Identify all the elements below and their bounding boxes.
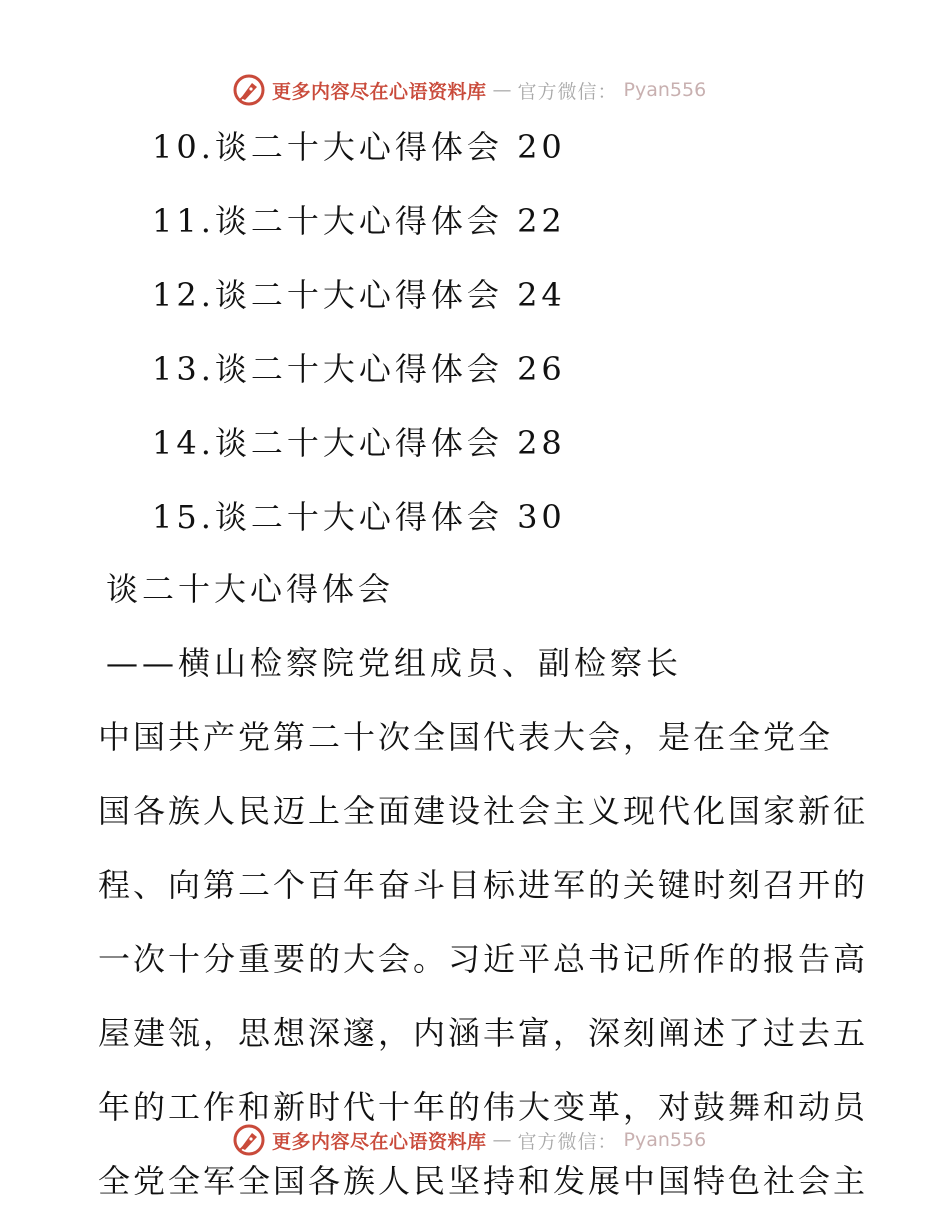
watermark-wechat-id: Pyan556 [623, 79, 707, 101]
body-line: 一次十分重要的大会。习近平总书记所作的报告高 [98, 940, 869, 978]
watermark-text: 更多内容尽在心语资料库 [272, 80, 487, 103]
toc-item: 15.谈二十大心得体会 30 [152, 498, 566, 536]
toc-item: 10.谈二十大心得体会 20 [152, 128, 566, 166]
pen-nib-seal-icon [232, 73, 266, 107]
body-line: 中国共产党第二十次全国代表大会，是在全党全 [98, 718, 834, 756]
body-line: 屋建瓴，思想深邃，内涵丰富，深刻阐述了过去五 [98, 1014, 869, 1052]
body-line: 年的工作和新时代十年的伟大变革，对鼓舞和动员 [98, 1088, 869, 1126]
article-author: ——横山检察院党组成员、副检察长 [106, 644, 683, 682]
watermark-wechat-id: Pyan556 [623, 1129, 707, 1151]
watermark-dash: — [492, 1129, 512, 1151]
watermark-dash: — [492, 79, 512, 101]
body-line: 全党全军全国各族人民坚持和发展中国特色社会主 [98, 1162, 869, 1200]
toc-item: 13.谈二十大心得体会 26 [152, 350, 566, 388]
footer-watermark [232, 1122, 706, 1158]
table-of-contents [152, 124, 566, 568]
watermark-wechat-label: 官方微信： [517, 80, 618, 103]
watermark-wechat-label: 官方微信： [517, 1130, 618, 1153]
pen-nib-seal-icon [232, 1123, 266, 1157]
article-title: 谈二十大心得体会 [106, 570, 395, 608]
toc-item: 11.谈二十大心得体会 22 [152, 202, 566, 240]
body-line: 国各族人民迈上全面建设社会主义现代化国家新征 [98, 792, 869, 830]
toc-item: 12.谈二十大心得体会 24 [152, 276, 566, 314]
watermark-text: 更多内容尽在心语资料库 [272, 1130, 487, 1153]
toc-item: 14.谈二十大心得体会 28 [152, 424, 566, 462]
header-watermark [232, 72, 706, 108]
body-line: 程、向第二个百年奋斗目标进军的关键时刻召开的 [98, 866, 869, 904]
